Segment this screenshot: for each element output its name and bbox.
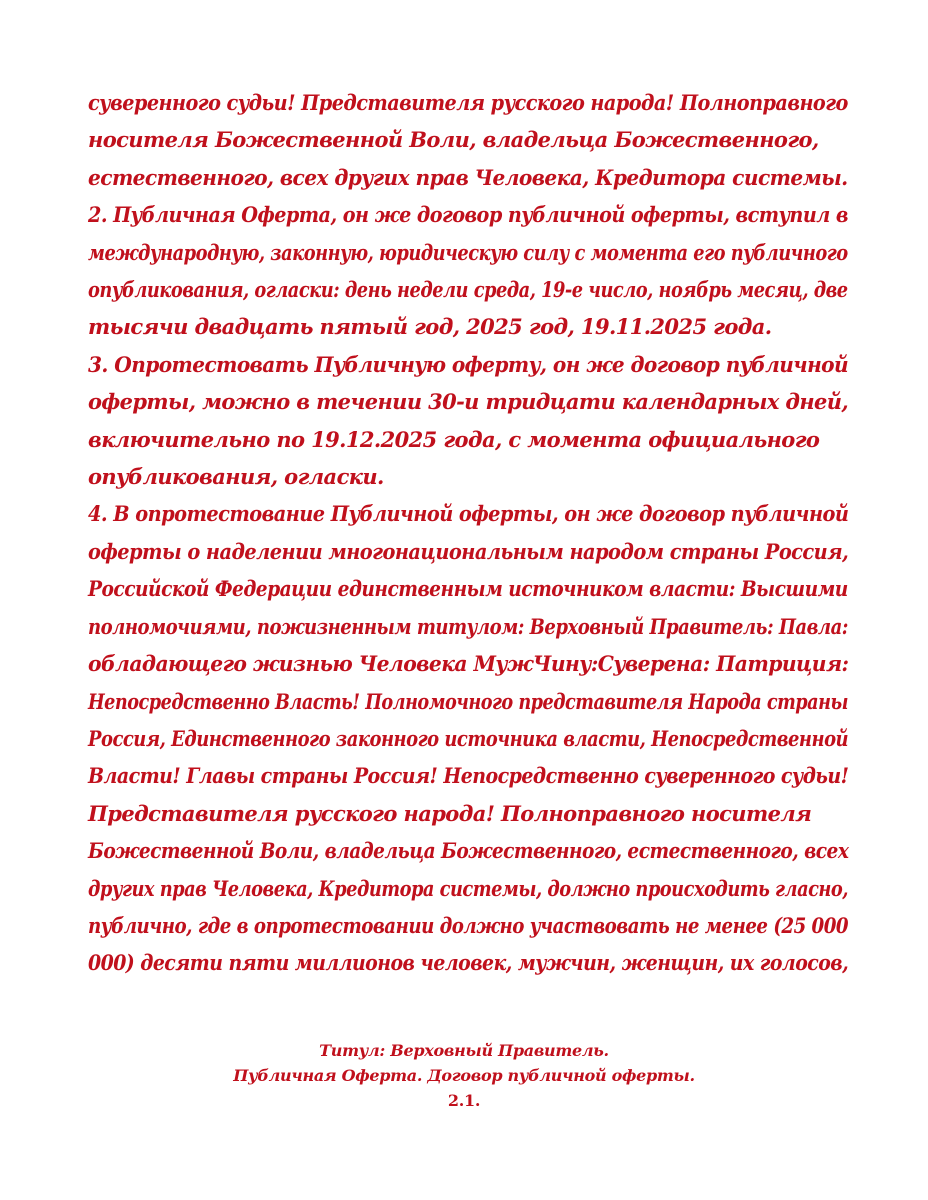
- text-line: оферты, можно в течении 30-и тридцати календарных дней,: [88, 389, 849, 415]
- text-line: опубликования, огласки.: [88, 464, 384, 490]
- page-number: 2.1.: [447, 1091, 481, 1110]
- text-line: Российской Федерации единственным источником власти: Высшими: [88, 576, 848, 602]
- text-line: публично, где в опротестовании должно участвовать не менее (25 000: [88, 912, 849, 938]
- text-line: Божественной Воли, владельца Божественного, естественного, всех: [88, 838, 849, 864]
- text-line: Представителя русского народа! Полноправного носителя: [88, 800, 812, 826]
- text-line: носителя Божественной Воли, владельца Божественного,: [88, 127, 819, 153]
- text-line: оферты о наделении многонациональным народом страны Россия,: [88, 538, 849, 564]
- text-line: Россия, Единственного законного источника власти, Непосредственной: [88, 725, 849, 751]
- document-body: [88, 84, 848, 982]
- text-line: международную, законную, юридическую силу с момента его публичного: [88, 239, 848, 265]
- text-line: других прав Человека, Кредитора системы, должно происходить гласно,: [88, 875, 848, 901]
- text-line: полномочиями, пожизненным титулом: Верховный Правитель: Павла:: [88, 613, 848, 639]
- footer-subtitle: Публичная Оферта. Договор публичной оферты.: [233, 1066, 695, 1085]
- footer-title: Титул: Верховный Правитель.: [319, 1041, 609, 1060]
- text-line: тысячи двадцать пятый год, 2025 год, 19.11.2025 года.: [88, 314, 772, 340]
- text-line: 2. Публичная Оферта, он же договор публичной оферты, вступил в: [88, 202, 848, 228]
- text-line: Власти! Главы страны Россия! Непосредственно суверенного судьи!: [88, 763, 849, 789]
- text-line: включительно по 19.12.2025 года, с момента официального: [88, 426, 820, 452]
- text-line: 000) десяти пяти миллионов человек, мужчин, женщин, их голосов,: [88, 950, 849, 976]
- text-line: Непосредственно Власть! Полномочного представителя Народа страны: [88, 688, 848, 714]
- page-footer: [0, 1038, 928, 1113]
- text-line: естественного, всех других прав Человека, Кредитора системы.: [88, 164, 848, 190]
- text-line: суверенного судьи! Представителя русского народа! Полноправного: [88, 90, 848, 115]
- text-line: опубликования, огласки: день недели среда, 19-е число, ноябрь месяц, две: [88, 277, 848, 303]
- text-line: 4. В опротестование Публичной оферты, он же договор публичной: [88, 501, 849, 527]
- text-line: 3. Опротестовать Публичную оферту, он же договор публичной: [88, 351, 849, 377]
- text-line: обладающего жизнью Человека МужЧину:Суверена: Патриция:: [88, 651, 849, 677]
